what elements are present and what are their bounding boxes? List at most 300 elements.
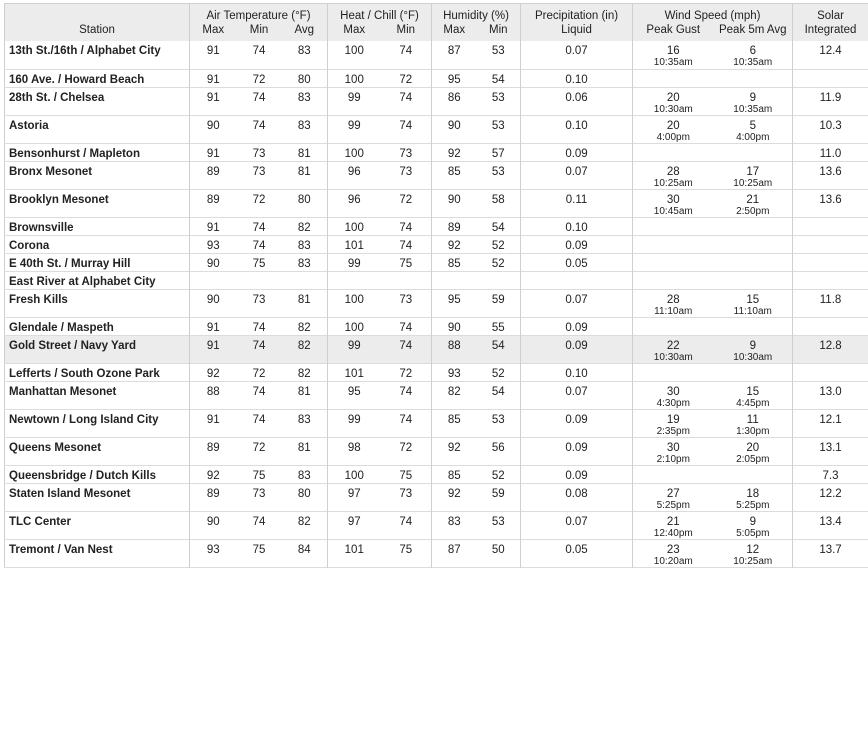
air-min-cell bbox=[237, 539, 282, 567]
humidity-min-cell-value: 54 bbox=[491, 73, 505, 86]
heat-min-cell-value: 75 bbox=[399, 543, 413, 556]
peak-gust-cell-time: 11:10am bbox=[654, 305, 693, 317]
heat-max-cell-value: 99 bbox=[347, 339, 361, 352]
solar-cell bbox=[793, 161, 868, 189]
air-avg-cell bbox=[282, 271, 328, 289]
air-max-cell bbox=[190, 381, 237, 409]
air-max-cell-value: 89 bbox=[206, 165, 220, 178]
precip-cell-value: 0.07 bbox=[565, 45, 588, 57]
air-max-cell-value: 91 bbox=[206, 321, 220, 334]
air-max-cell-value: 91 bbox=[206, 73, 220, 86]
air-max-cell-value: 91 bbox=[206, 221, 220, 234]
precip-cell bbox=[521, 161, 633, 189]
table-row bbox=[5, 271, 868, 289]
peak-5m-avg-cell bbox=[714, 363, 793, 381]
peak-5m-avg-cell-time: 5:25pm bbox=[736, 499, 770, 511]
station-name-value: Tremont / Van Nest bbox=[9, 543, 113, 556]
humidity-max-cell-value: 90 bbox=[447, 119, 461, 132]
peak-5m-avg-cell bbox=[714, 483, 793, 511]
humidity-max-cell-value: 87 bbox=[447, 45, 461, 57]
peak-gust-cell-time: 10:30am bbox=[653, 103, 693, 115]
heat-max-cell bbox=[328, 409, 381, 437]
heat-max-cell bbox=[328, 87, 381, 115]
air-avg-cell bbox=[282, 511, 328, 539]
humidity-min-cell bbox=[477, 115, 521, 143]
peak-5m-avg-cell bbox=[714, 87, 793, 115]
air-min-cell-value: 72 bbox=[252, 367, 266, 380]
station-name bbox=[5, 271, 190, 289]
heat-min-cell-value: 72 bbox=[399, 193, 413, 206]
humidity-min-cell-value: 59 bbox=[491, 487, 505, 500]
air-avg-cell bbox=[282, 363, 328, 381]
air-min-cell-value: 74 bbox=[252, 239, 266, 252]
humidity-min-cell bbox=[477, 381, 521, 409]
solar-cell-value: 13.7 bbox=[819, 543, 842, 556]
air-max-cell bbox=[190, 143, 237, 161]
table-row bbox=[5, 253, 868, 271]
peak-gust-cell bbox=[633, 115, 714, 143]
humidity-max-cell bbox=[432, 465, 477, 483]
solar-cell-value: 11.0 bbox=[819, 147, 842, 160]
air-max-cell-value: 89 bbox=[206, 193, 220, 206]
table-row bbox=[5, 483, 868, 511]
humidity-max-cell bbox=[432, 381, 477, 409]
humidity-min-cell bbox=[477, 335, 521, 363]
humidity-min-cell bbox=[477, 161, 521, 189]
peak-5m-avg-cell-time: 2:05pm bbox=[736, 453, 770, 465]
precip-cell-value: 0.10 bbox=[565, 367, 588, 380]
heat-min-cell-value: 74 bbox=[399, 221, 413, 234]
station-name bbox=[5, 465, 190, 483]
station-name-value: Bensonhurst / Mapleton bbox=[9, 147, 140, 160]
solar-cell-value: 13.6 bbox=[819, 165, 842, 178]
air-max-cell bbox=[190, 161, 237, 189]
humidity-max-cell bbox=[432, 253, 477, 271]
solar-cell bbox=[793, 317, 868, 335]
peak-gust-cell bbox=[633, 69, 714, 87]
peak-5m-avg-cell bbox=[714, 271, 793, 289]
air-max-cell-value: 88 bbox=[206, 385, 220, 398]
heat-min-cell bbox=[381, 363, 432, 381]
peak-gust-cell-value: 28 bbox=[666, 293, 680, 306]
humidity-max-cell-value: 86 bbox=[447, 91, 461, 104]
station-group-header bbox=[5, 4, 190, 24]
solar-cell bbox=[793, 253, 868, 271]
station-name-value: Corona bbox=[9, 239, 50, 252]
station-name-value: E 40th St. / Murray Hill bbox=[9, 257, 131, 270]
air-min-cell bbox=[237, 483, 282, 511]
station-name bbox=[5, 235, 190, 253]
solar-cell-value: 13.0 bbox=[819, 385, 842, 398]
precip-cell-value: 0.09 bbox=[565, 239, 588, 252]
table-row bbox=[5, 41, 868, 69]
heat-min-cell bbox=[381, 335, 432, 363]
peak-gust-cell-value: 28 bbox=[666, 165, 680, 178]
peak-5m-avg-cell-time: 1:30pm bbox=[736, 425, 770, 437]
peak-gust-cell bbox=[633, 161, 714, 189]
station-name bbox=[5, 41, 190, 69]
station-name bbox=[5, 217, 190, 235]
air-max-cell-value: 90 bbox=[206, 257, 220, 270]
solar-cell bbox=[793, 115, 868, 143]
precip-cell-value: 0.07 bbox=[565, 293, 588, 306]
solar-cell-value: 10.3 bbox=[819, 119, 842, 132]
solar-cell bbox=[793, 335, 868, 363]
precip-cell bbox=[521, 115, 633, 143]
air-min-cell-value: 74 bbox=[252, 119, 266, 132]
solar-cell bbox=[793, 483, 868, 511]
humidity-max-header: Max bbox=[432, 23, 477, 41]
peak-5m-avg-cell-time: 10:35am bbox=[733, 103, 773, 115]
peak-5m-avg-cell-value: 15 bbox=[746, 293, 760, 306]
air-max-cell-value: 92 bbox=[206, 367, 220, 380]
solar-cell bbox=[793, 235, 868, 253]
peak-gust-cell bbox=[633, 335, 714, 363]
humidity-max-cell-value: 90 bbox=[447, 193, 461, 206]
humidity-max-cell bbox=[432, 511, 477, 539]
peak-gust-cell bbox=[633, 143, 714, 161]
peak-gust-cell-time: 2:10pm bbox=[656, 453, 690, 465]
air-avg-cell bbox=[282, 289, 328, 317]
humidity-max-cell bbox=[432, 363, 477, 381]
air-max-cell bbox=[190, 483, 237, 511]
air-max-cell bbox=[190, 317, 237, 335]
peak-gust-cell bbox=[633, 317, 714, 335]
air-max-cell bbox=[190, 115, 237, 143]
air-min-cell bbox=[237, 335, 282, 363]
humidity-min-cell bbox=[477, 253, 521, 271]
precip-cell bbox=[521, 363, 633, 381]
table-row bbox=[5, 235, 868, 253]
solar-cell bbox=[793, 511, 868, 539]
heat-min-cell bbox=[381, 289, 432, 317]
peak-5m-avg-cell-value: 17 bbox=[746, 165, 760, 178]
peak-gust-cell-value: 30 bbox=[666, 193, 680, 206]
peak-5m-avg-cell-time: 10:35am bbox=[733, 57, 773, 68]
solar-cell bbox=[793, 69, 868, 87]
heat-min-cell-value: 74 bbox=[399, 239, 413, 252]
peak-5m-avg-cell bbox=[714, 235, 793, 253]
peak-gust-cell bbox=[633, 437, 714, 465]
peak-gust-cell bbox=[633, 289, 714, 317]
heat-max-cell-value: 100 bbox=[344, 147, 364, 160]
humidity-min-cell bbox=[477, 217, 521, 235]
heat-max-cell-value: 99 bbox=[347, 91, 361, 104]
table-row bbox=[5, 143, 868, 161]
station-name bbox=[5, 409, 190, 437]
peak-5m-avg-cell-value: 11 bbox=[746, 413, 759, 426]
peak-5m-avg-cell-value: 6 bbox=[749, 45, 756, 57]
humidity-max-cell bbox=[432, 437, 477, 465]
heat-max-cell bbox=[328, 41, 381, 69]
heat-max-cell bbox=[328, 143, 381, 161]
heat-min-cell bbox=[381, 317, 432, 335]
heat-max-cell bbox=[328, 437, 381, 465]
air-min-cell bbox=[237, 41, 282, 69]
station-name bbox=[5, 437, 190, 465]
solar-cell bbox=[793, 41, 868, 69]
humidity-max-cell bbox=[432, 143, 477, 161]
table-row bbox=[5, 465, 868, 483]
heat-min-cell bbox=[381, 161, 432, 189]
air-max-cell bbox=[190, 189, 237, 217]
heat-max-cell-value: 97 bbox=[347, 487, 361, 500]
heat-max-cell bbox=[328, 217, 381, 235]
solar-cell bbox=[793, 381, 868, 409]
air-avg-cell-value: 80 bbox=[297, 73, 311, 86]
air-min-cell bbox=[237, 409, 282, 437]
table-row bbox=[5, 381, 868, 409]
peak-gust-cell bbox=[633, 483, 714, 511]
humidity-max-cell bbox=[432, 217, 477, 235]
precip-cell bbox=[521, 217, 633, 235]
heat-min-cell bbox=[381, 539, 432, 567]
heat-max-cell-value: 99 bbox=[347, 413, 361, 426]
humidity-min-cell-value: 56 bbox=[491, 441, 505, 454]
heat-min-cell-value: 74 bbox=[399, 385, 413, 398]
air-max-cell bbox=[190, 539, 237, 567]
peak-5m-avg-cell bbox=[714, 335, 793, 363]
solar-cell-value: 13.6 bbox=[819, 193, 842, 206]
peak-gust-cell-time: 12:40pm bbox=[653, 527, 693, 539]
humidity-max-cell-value: 92 bbox=[447, 147, 461, 160]
peak-5m-avg-cell bbox=[714, 437, 793, 465]
solar-cell bbox=[793, 437, 868, 465]
table-row bbox=[5, 189, 868, 217]
peak-5m-avg-cell-time: 10:25am bbox=[733, 555, 773, 567]
precip-cell-value: 0.11 bbox=[565, 193, 588, 206]
peak-5m-avg-cell-time: 10:25am bbox=[733, 177, 773, 189]
table-row bbox=[5, 335, 868, 363]
air-max-cell-value: 90 bbox=[206, 515, 220, 528]
air-min-cell-value: 72 bbox=[252, 441, 266, 454]
humidity-min-cell-value: 52 bbox=[491, 257, 505, 270]
peak-gust-cell-value: 20 bbox=[666, 91, 680, 104]
heat-min-cell bbox=[381, 253, 432, 271]
humidity-min-cell bbox=[477, 511, 521, 539]
air-min-cell-value: 73 bbox=[252, 293, 266, 306]
air-avg-cell-value: 83 bbox=[297, 45, 311, 57]
heat-min-cell-value: 75 bbox=[399, 257, 413, 270]
air-min-cell-value: 75 bbox=[252, 543, 266, 556]
air-min-cell-value: 75 bbox=[252, 469, 266, 482]
peak-5m-avg-cell-time: 2:50pm bbox=[736, 205, 770, 217]
precip-cell-value: 0.10 bbox=[565, 221, 588, 234]
humidity-max-cell-value: 95 bbox=[447, 73, 461, 86]
humidity-min-cell bbox=[477, 87, 521, 115]
heat-min-cell-value: 74 bbox=[399, 413, 413, 426]
peak-gust-cell bbox=[633, 41, 714, 69]
humidity-max-cell-value: 89 bbox=[447, 221, 461, 234]
heat-max-cell-value: 100 bbox=[344, 321, 364, 334]
solar-cell bbox=[793, 289, 868, 317]
air-max-cell-value: 89 bbox=[206, 487, 220, 500]
table-row bbox=[5, 409, 868, 437]
humidity-max-cell-value: 87 bbox=[447, 543, 461, 556]
heat-max-cell-value: 100 bbox=[344, 221, 364, 234]
peak-gust-cell-value: 23 bbox=[666, 543, 680, 556]
humidity-min-cell-value: 50 bbox=[491, 543, 505, 556]
peak-gust-cell-value: 21 bbox=[666, 515, 680, 528]
station-name-value: TLC Center bbox=[9, 515, 71, 528]
heat-min-cell bbox=[381, 465, 432, 483]
air-max-cell-value: 89 bbox=[206, 441, 220, 454]
solar-cell-value: 7.3 bbox=[822, 469, 839, 482]
peak-gust-cell-value: 30 bbox=[666, 385, 680, 398]
air-min-cell bbox=[237, 381, 282, 409]
humidity-max-cell bbox=[432, 115, 477, 143]
air-avg-cell-value: 81 bbox=[297, 147, 311, 160]
heat-max-cell bbox=[328, 253, 381, 271]
weather-stations-table bbox=[4, 3, 868, 568]
humidity-min-cell bbox=[477, 289, 521, 317]
humidity-min-cell bbox=[477, 41, 521, 69]
heat-min-cell-value: 73 bbox=[399, 487, 413, 500]
heat-min-cell-value: 74 bbox=[399, 45, 413, 57]
heat-min-cell-value: 72 bbox=[399, 73, 413, 86]
air-avg-cell bbox=[282, 335, 328, 363]
humidity-min-header: Min bbox=[477, 23, 521, 41]
peak-5m-avg-cell bbox=[714, 217, 793, 235]
heat-min-cell-value: 74 bbox=[399, 119, 413, 132]
air-min-cell bbox=[237, 465, 282, 483]
air-avg-cell bbox=[282, 189, 328, 217]
air-min-cell bbox=[237, 87, 282, 115]
peak-gust-cell bbox=[633, 465, 714, 483]
air-max-cell bbox=[190, 335, 237, 363]
air-max-cell bbox=[190, 235, 237, 253]
peak-5m-avg-cell bbox=[714, 161, 793, 189]
solar-cell bbox=[793, 539, 868, 567]
humidity-min-cell bbox=[477, 69, 521, 87]
heat-max-cell-value: 99 bbox=[347, 257, 361, 270]
station-name bbox=[5, 189, 190, 217]
peak-gust-cell bbox=[633, 271, 714, 289]
peak-gust-cell bbox=[633, 363, 714, 381]
table-header bbox=[5, 4, 868, 42]
solar-cell-value: 11.8 bbox=[819, 293, 842, 306]
precip-cell-value: 0.09 bbox=[565, 339, 588, 352]
heat-min-cell-value: 74 bbox=[399, 91, 413, 104]
heat-min-cell bbox=[381, 87, 432, 115]
heat-min-cell-value: 72 bbox=[399, 441, 413, 454]
peak-gust-cell-value: 16 bbox=[666, 45, 680, 57]
humidity-max-cell-value: 88 bbox=[447, 339, 461, 352]
solar-cell bbox=[793, 363, 868, 381]
humidity-min-cell bbox=[477, 235, 521, 253]
air-min-cell-value: 73 bbox=[252, 147, 266, 160]
air-min-cell-value: 74 bbox=[252, 221, 266, 234]
air-avg-cell bbox=[282, 41, 328, 69]
air-avg-cell bbox=[282, 217, 328, 235]
air-max-cell bbox=[190, 87, 237, 115]
precip-cell bbox=[521, 381, 633, 409]
air-avg-cell-value: 82 bbox=[297, 321, 311, 334]
air-min-cell bbox=[237, 437, 282, 465]
station-name-value: Brooklyn Mesonet bbox=[9, 193, 109, 206]
peak-5m-avg-cell-value: 5 bbox=[749, 119, 756, 132]
precip-cell-value: 0.09 bbox=[565, 469, 588, 482]
solar-cell bbox=[793, 465, 868, 483]
humidity-min-cell-value: 53 bbox=[491, 413, 505, 426]
humidity-min-cell-value: 52 bbox=[491, 367, 505, 380]
station-name-value: Brownsville bbox=[9, 221, 74, 234]
air-avg-cell bbox=[282, 69, 328, 87]
air-avg-cell-value: 81 bbox=[297, 385, 311, 398]
humidity-max-cell-value: 90 bbox=[447, 321, 461, 334]
heat-max-cell bbox=[328, 483, 381, 511]
station-name-value: Glendale / Maspeth bbox=[9, 321, 114, 334]
station-name bbox=[5, 317, 190, 335]
humidity-min-cell bbox=[477, 271, 521, 289]
humidity-max-cell bbox=[432, 235, 477, 253]
solar-cell bbox=[793, 143, 868, 161]
humidity-max-cell-value: 83 bbox=[447, 515, 461, 528]
air-max-cell bbox=[190, 253, 237, 271]
station-name bbox=[5, 381, 190, 409]
heat-max-header: Max bbox=[328, 23, 381, 41]
air-avg-cell-value: 83 bbox=[297, 239, 311, 252]
peak-5m-avg-cell bbox=[714, 289, 793, 317]
air-avg-cell-value: 81 bbox=[297, 165, 311, 178]
peak-5m-avg-cell-value: 21 bbox=[746, 193, 760, 206]
humidity-max-cell-value: 82 bbox=[447, 385, 461, 398]
heat-max-cell-value: 98 bbox=[347, 441, 361, 454]
peak-5m-avg-cell-value: 9 bbox=[749, 339, 756, 352]
table-row bbox=[5, 289, 868, 317]
peak-5m-avg-cell bbox=[714, 69, 793, 87]
precip-cell-value: 0.05 bbox=[565, 543, 588, 556]
air-min-cell bbox=[237, 289, 282, 317]
station-name-value: Lefferts / South Ozone Park bbox=[9, 367, 160, 380]
heat-max-cell-value: 99 bbox=[347, 119, 361, 132]
precip-cell-value: 0.10 bbox=[565, 73, 588, 86]
table-row bbox=[5, 317, 868, 335]
station-name-value: Queensbridge / Dutch Kills bbox=[9, 469, 156, 482]
humidity-min-cell bbox=[477, 189, 521, 217]
humidity-max-cell bbox=[432, 539, 477, 567]
precip-cell bbox=[521, 253, 633, 271]
peak-5m-avg-cell bbox=[714, 143, 793, 161]
humidity-max-cell-value: 85 bbox=[447, 469, 461, 482]
precip-cell-value: 0.09 bbox=[565, 321, 588, 334]
station-name bbox=[5, 539, 190, 567]
peak-5m-avg-cell bbox=[714, 465, 793, 483]
peak-gust-cell bbox=[633, 381, 714, 409]
heat-min-cell bbox=[381, 115, 432, 143]
precip-cell bbox=[521, 87, 633, 115]
peak-5m-avg-cell-value: 12 bbox=[746, 543, 760, 556]
humidity-max-cell bbox=[432, 189, 477, 217]
heat-min-cell-value: 74 bbox=[399, 515, 413, 528]
heat-max-cell bbox=[328, 271, 381, 289]
heat-max-cell bbox=[328, 335, 381, 363]
peak-gust-cell-time: 4:30pm bbox=[656, 397, 690, 409]
station-name-value: Fresh Kills bbox=[9, 293, 68, 306]
table-row bbox=[5, 69, 868, 87]
table-row bbox=[5, 87, 868, 115]
solar-cell bbox=[793, 87, 868, 115]
peak-5m-avg-cell-value: 18 bbox=[746, 487, 760, 500]
humidity-max-cell bbox=[432, 289, 477, 317]
station-name-value: Queens Mesonet bbox=[9, 441, 102, 454]
air-min-cell-value: 75 bbox=[252, 257, 266, 270]
station-name bbox=[5, 161, 190, 189]
precip-cell bbox=[521, 69, 633, 87]
air-min-cell bbox=[237, 317, 282, 335]
station-name-value: 28th St. / Chelsea bbox=[9, 91, 105, 104]
air-avg-cell bbox=[282, 317, 328, 335]
